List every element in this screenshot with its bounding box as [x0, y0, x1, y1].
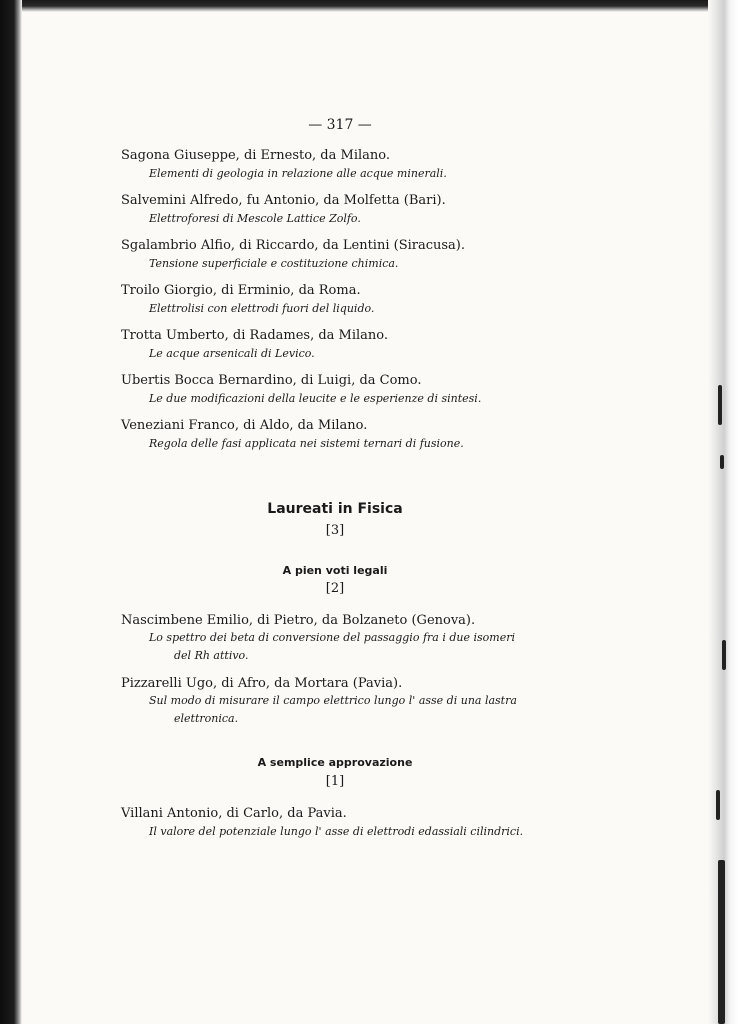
graduate-entry [121, 373, 571, 408]
thesis-line: elettronica. [174, 712, 239, 725]
graduate-entry [121, 148, 571, 183]
subsection-title: A pien voti legali [282, 564, 388, 577]
graduate-name: Nascimbene Emilio, di Pietro, da Bolzaneto (Genova). [121, 613, 476, 628]
thesis-title: Elettroforesi di Mescole Lattice Zolfo. [149, 212, 361, 225]
thesis-title: Le due modificazioni della leucite e le esperienze di sintesi. [149, 392, 482, 405]
thesis-title [121, 692, 554, 728]
graduate-entry [121, 418, 571, 453]
subsection-title: A semplice approvazione [257, 756, 413, 769]
thesis-title [121, 629, 554, 665]
graduate-name: Villani Antonio, di Carlo, da Pavia. [121, 806, 347, 821]
graduate-name: Ubertis Bocca Bernardino, di Luigi, da Como. [121, 373, 422, 388]
thesis-title: Elementi di geologia in relazione alle acque minerali. [149, 167, 447, 180]
thesis-line: Sul modo di misurare il campo elettrico lungo l' asse di una lastra [149, 694, 517, 707]
binding-mark [716, 790, 720, 820]
page-number: — 317 — [308, 117, 372, 133]
thesis-line: Lo spettro dei beta di conversione del passaggio fra i due isomeri [149, 631, 515, 644]
graduate-entry [121, 676, 571, 728]
thesis-line: del Rh attivo. [174, 649, 249, 662]
thesis-title: Tensione superficiale e costituzione chimica. [149, 257, 399, 270]
thesis-title: Il valore del potenziale lungo l' asse di elettrodi edassiali cilindrici. [149, 825, 524, 838]
section-count: [3] [325, 523, 345, 538]
section-title: Laureati in Fisica [267, 501, 403, 517]
scan-top-border [0, 0, 738, 12]
graduate-name: Veneziani Franco, di Aldo, da Milano. [121, 418, 368, 433]
graduate-entry [121, 613, 571, 665]
graduate-name: Trotta Umberto, di Radames, da Milano. [121, 328, 389, 343]
graduate-name: Sgalambrio Alfio, di Riccardo, da Lentini (Siracusa). [121, 238, 465, 253]
graduate-name: Troilo Giorgio, di Erminio, da Roma. [121, 283, 361, 298]
scan-left-border [0, 0, 22, 1024]
thesis-title: Regola delle fasi applicata nei sistemi ternari di fusione. [149, 437, 464, 450]
binding-mark [722, 640, 726, 670]
graduate-entry [121, 283, 571, 318]
thesis-title: Elettrolisi con elettrodi fuori del liquido. [149, 302, 375, 315]
subsection-count: [2] [325, 581, 345, 596]
graduate-entry [121, 193, 571, 228]
graduate-name: Pizzarelli Ugo, di Afro, da Mortara (Pavia). [121, 676, 403, 691]
subsection-count: [1] [325, 774, 345, 789]
binding-mark [720, 455, 724, 469]
binding-mark [718, 385, 722, 425]
graduate-entry [121, 806, 571, 841]
graduate-name: Sagona Giuseppe, di Ernesto, da Milano. [121, 148, 390, 163]
thesis-title: Le acque arsenicali di Levico. [149, 347, 315, 360]
binding-mark [718, 860, 725, 1024]
graduate-entry [121, 328, 571, 363]
graduate-name: Salvemini Alfredo, fu Antonio, da Molfetta (Bari). [121, 193, 446, 208]
graduate-entry [121, 238, 571, 273]
